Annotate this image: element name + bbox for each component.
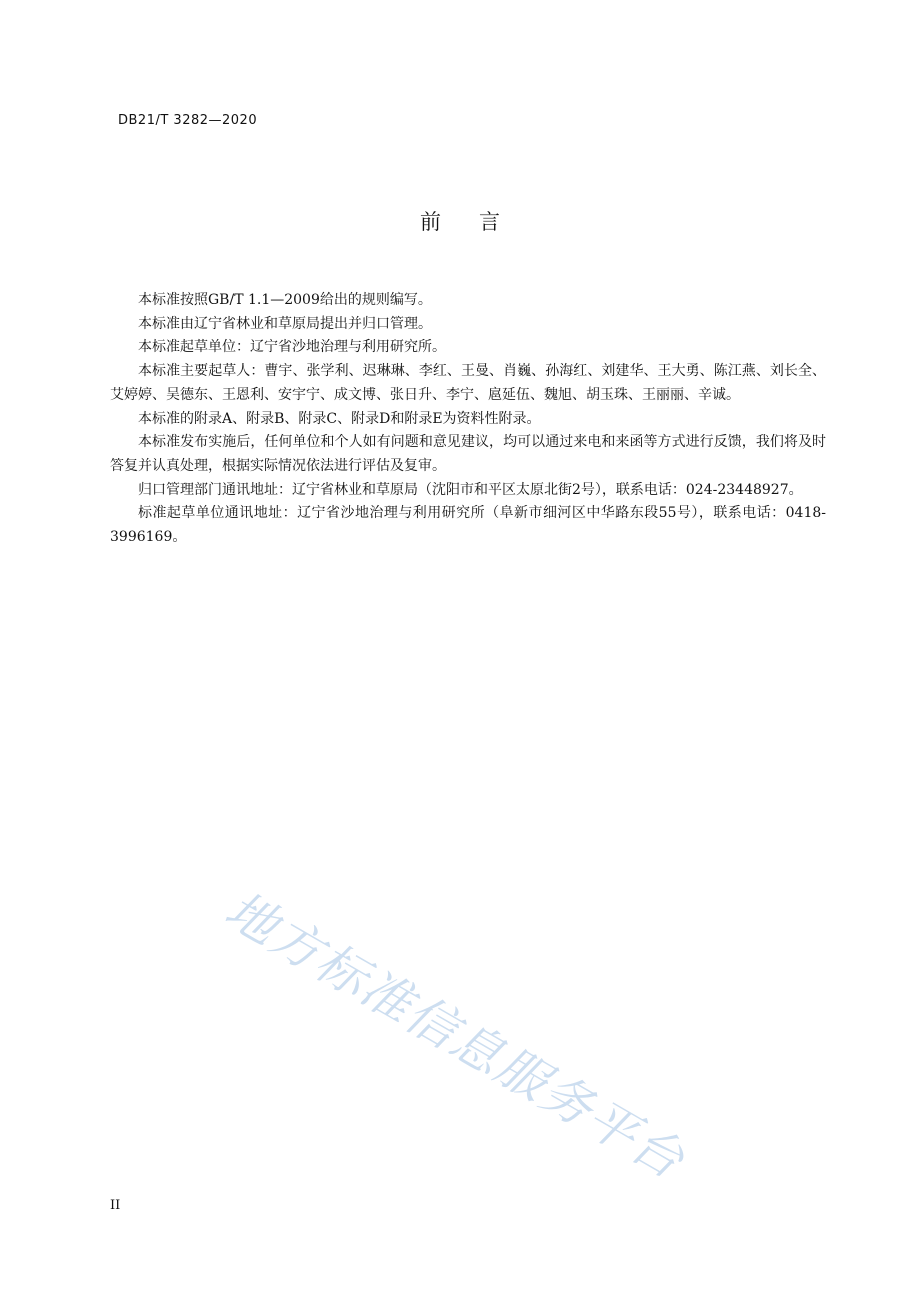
- paragraph-drafters: 本标准主要起草人：曹宇、张学利、迟琳琳、李红、王曼、肖巍、孙海红、刘建华、王大勇、陈江燕、刘长全、艾婷婷、吴德东、王恩利、安宇宁、成文博、张日升、李宁、扈延伍、魏旭、胡玉珠、王丽丽、辛诚。: [110, 363, 826, 403]
- document-code: DB21/T 3282—2020: [118, 113, 258, 128]
- paragraph-drafter-address: 标准起草单位通讯地址：辽宁省沙地治理与利用研究所（阜新市细河区中华路东段55号），联系电话：0418-3996169。: [110, 505, 826, 546]
- paragraph-proposer: 本标准由辽宁省林业和草原局提出并归口管理。: [138, 315, 432, 332]
- paragraph-admin-address: 归口管理部门通讯地址：辽宁省林业和草原局（沈阳市和平区太原北街2号），联系电话：024-23448927。: [138, 481, 803, 498]
- page-title: 前言: [420, 210, 538, 234]
- foreword-body: [110, 289, 826, 550]
- paragraph-feedback: 本标准发布实施后，任何单位和个人如有问题和意见建议，均可以通过来电和来函等方式进行反馈，我们将及时答复并认真处理，根据实际情况依法进行评估及复审。: [110, 434, 826, 474]
- paragraph-drafting-unit: 本标准起草单位：辽宁省沙地治理与利用研究所。: [138, 339, 446, 356]
- paragraph-appendices: 本标准的附录A、附录B、附录C、附录D和附录E为资料性附录。: [138, 410, 541, 427]
- page-number: II: [110, 1198, 121, 1213]
- paragraph-drafting-rules: 本标准按照GB/T 1.1—2009给出的规则编写。: [138, 292, 432, 308]
- watermark: 地方标准信息服务平台: [215, 880, 695, 1191]
